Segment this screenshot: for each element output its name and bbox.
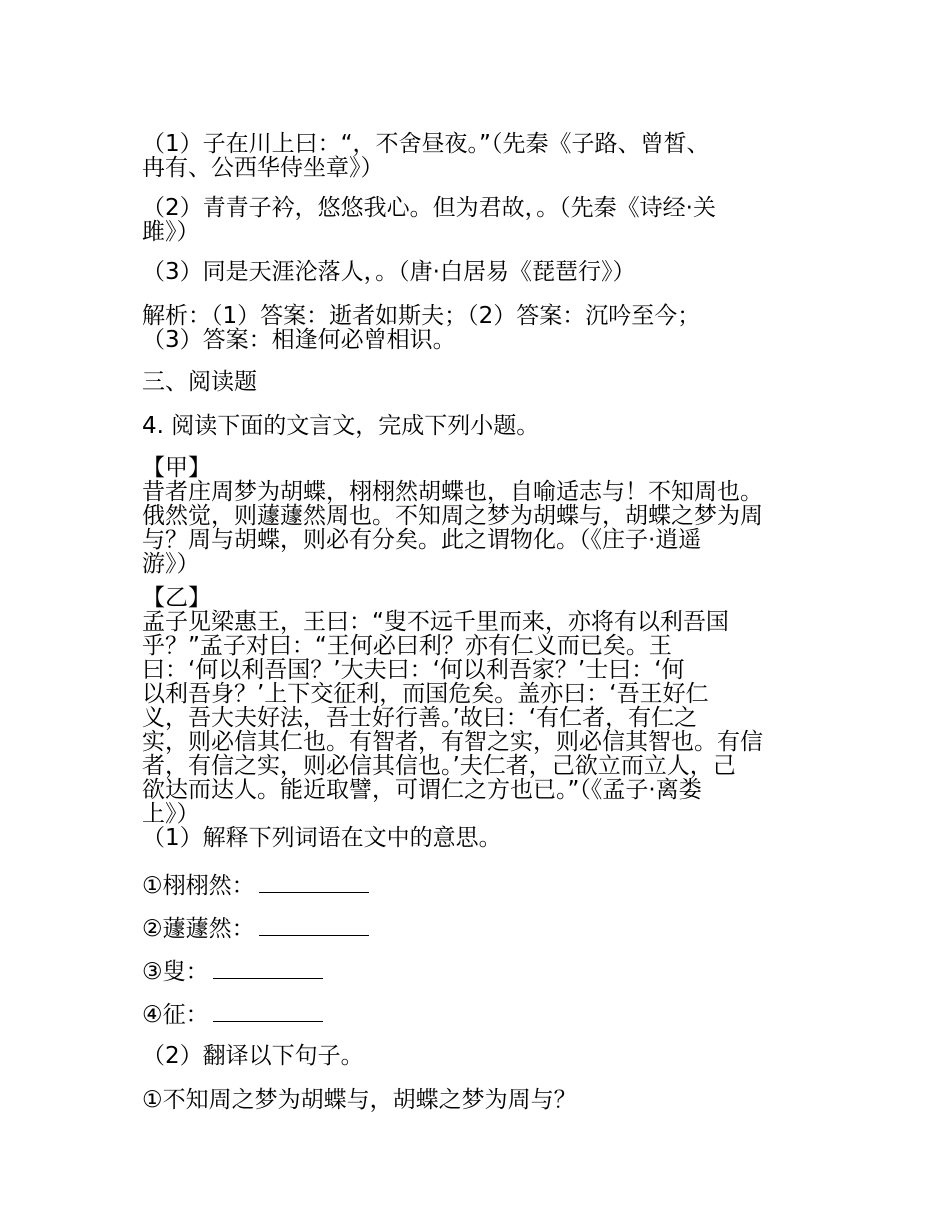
question-item-2-line-2: 雎》） (142, 219, 200, 245)
subquestion-1-item (142, 958, 810, 984)
subquestion-2-title-text: （2）翻译以下句子。 (142, 1043, 364, 1069)
passage-b-line: 上》） (142, 801, 200, 827)
subquestion-1-item-label: ①栩栩然： (142, 873, 255, 899)
passage-b-line: 乎？”孟子对曰：“王何必曰利？亦有仁义而已矣。王 (142, 633, 672, 659)
subquestion-1-title-text: （1）解释下列词语在文中的意思。 (142, 825, 502, 851)
subquestion-1-item (142, 915, 810, 941)
answer-blank[interactable] (259, 872, 369, 893)
passage-a (142, 456, 810, 576)
passage-a-label: 【甲】 (142, 455, 211, 481)
passage-b-line: 者，有信之实，则必信其信也。’夫仁者，己欲立而立人，己 (142, 753, 736, 779)
analysis (142, 304, 810, 352)
subquestion-2-item-text: ①不知周之梦为胡蝶与，胡蝶之梦为周与？ (142, 1087, 577, 1113)
passage-b-label: 【乙】 (142, 585, 211, 611)
subquestion-1-title (142, 826, 810, 850)
question-item-1-line-1: （1）子在川上曰：“，不舍昼夜。”（先秦《子路、曾皙、 (142, 131, 710, 157)
question-item-1 (142, 132, 810, 180)
passage-b-line: 义，吾大夫好法，吾士好行善。’故曰：‘有仁者，有仁之 (142, 705, 698, 731)
question-4 (142, 414, 810, 438)
subquestion-1-item-label: ②蘧蘧然： (142, 916, 255, 942)
passage-a-line: 游》） (142, 551, 200, 577)
answer-blank[interactable] (213, 1001, 323, 1022)
question-item-3-line-1: （3）同是天涯沦落人，。（唐·白居易《琵琶行》） (142, 259, 636, 285)
passage-a-line: 与？周与胡蝶，则必有分矣。此之谓物化。（《庄子·逍遥 (142, 527, 702, 553)
question-item-2-line-1: （2）青青子衿，悠悠我心。但为君故，。（先秦《诗经·关 (142, 195, 716, 221)
passage-b-line: 以利吾身？’上下交征利，而国危矣。盖亦曰：‘吾王好仁 (142, 681, 709, 707)
analysis-line-2: （3）答案：相逢何必曾相识。 (142, 327, 456, 353)
passage-b-line: 实，则必信其仁也。有智者，有智之实，则必信其智也。有信 (142, 729, 763, 755)
passage-b-line: 孟子见梁惠王，王曰：“叟不远千里而来，亦将有以利吾国 (142, 609, 729, 635)
section-title (142, 370, 810, 394)
passage-b-line: 曰：‘何以利吾国？’大夫曰：‘何以利吾家？’士曰：‘何 (142, 657, 685, 683)
subquestion-2-item (142, 1088, 810, 1112)
passage-a-line: 昔者庄周梦为胡蝶，栩栩然胡蝶也，自喻适志与！不知周也。 (142, 479, 763, 505)
subquestion-2-title (142, 1044, 810, 1068)
passage-a-line: 俄然觉，则蘧蘧然周也。不知周之梦为胡蝶与，胡蝶之梦为周 (142, 503, 763, 529)
question-4-text: 4. 阅读下面的文言文，完成下列小题。 (142, 413, 540, 439)
passage-b (142, 586, 810, 826)
subquestion-1-item (142, 1001, 810, 1027)
answer-blank[interactable] (213, 958, 323, 979)
analysis-line-1: 解析：（1）答案：逝者如斯夫；（2）答案：沉吟至今； (142, 303, 701, 329)
question-item-3 (142, 260, 810, 284)
subquestion-1-item (142, 872, 810, 898)
subquestion-1-item-label: ③叟： (142, 959, 209, 985)
subquestion-1-item-label: ④征： (142, 1002, 209, 1028)
answer-blank[interactable] (259, 915, 369, 936)
section-title-text: 三、阅读题 (142, 369, 257, 395)
passage-b-line: 欲达而达人。能近取譬，可谓仁之方也已。”（《孟子·离娄 (142, 777, 702, 803)
question-item-1-line-2: 冉有、公西华侍坐章》） (142, 155, 384, 181)
question-item-2 (142, 196, 810, 244)
